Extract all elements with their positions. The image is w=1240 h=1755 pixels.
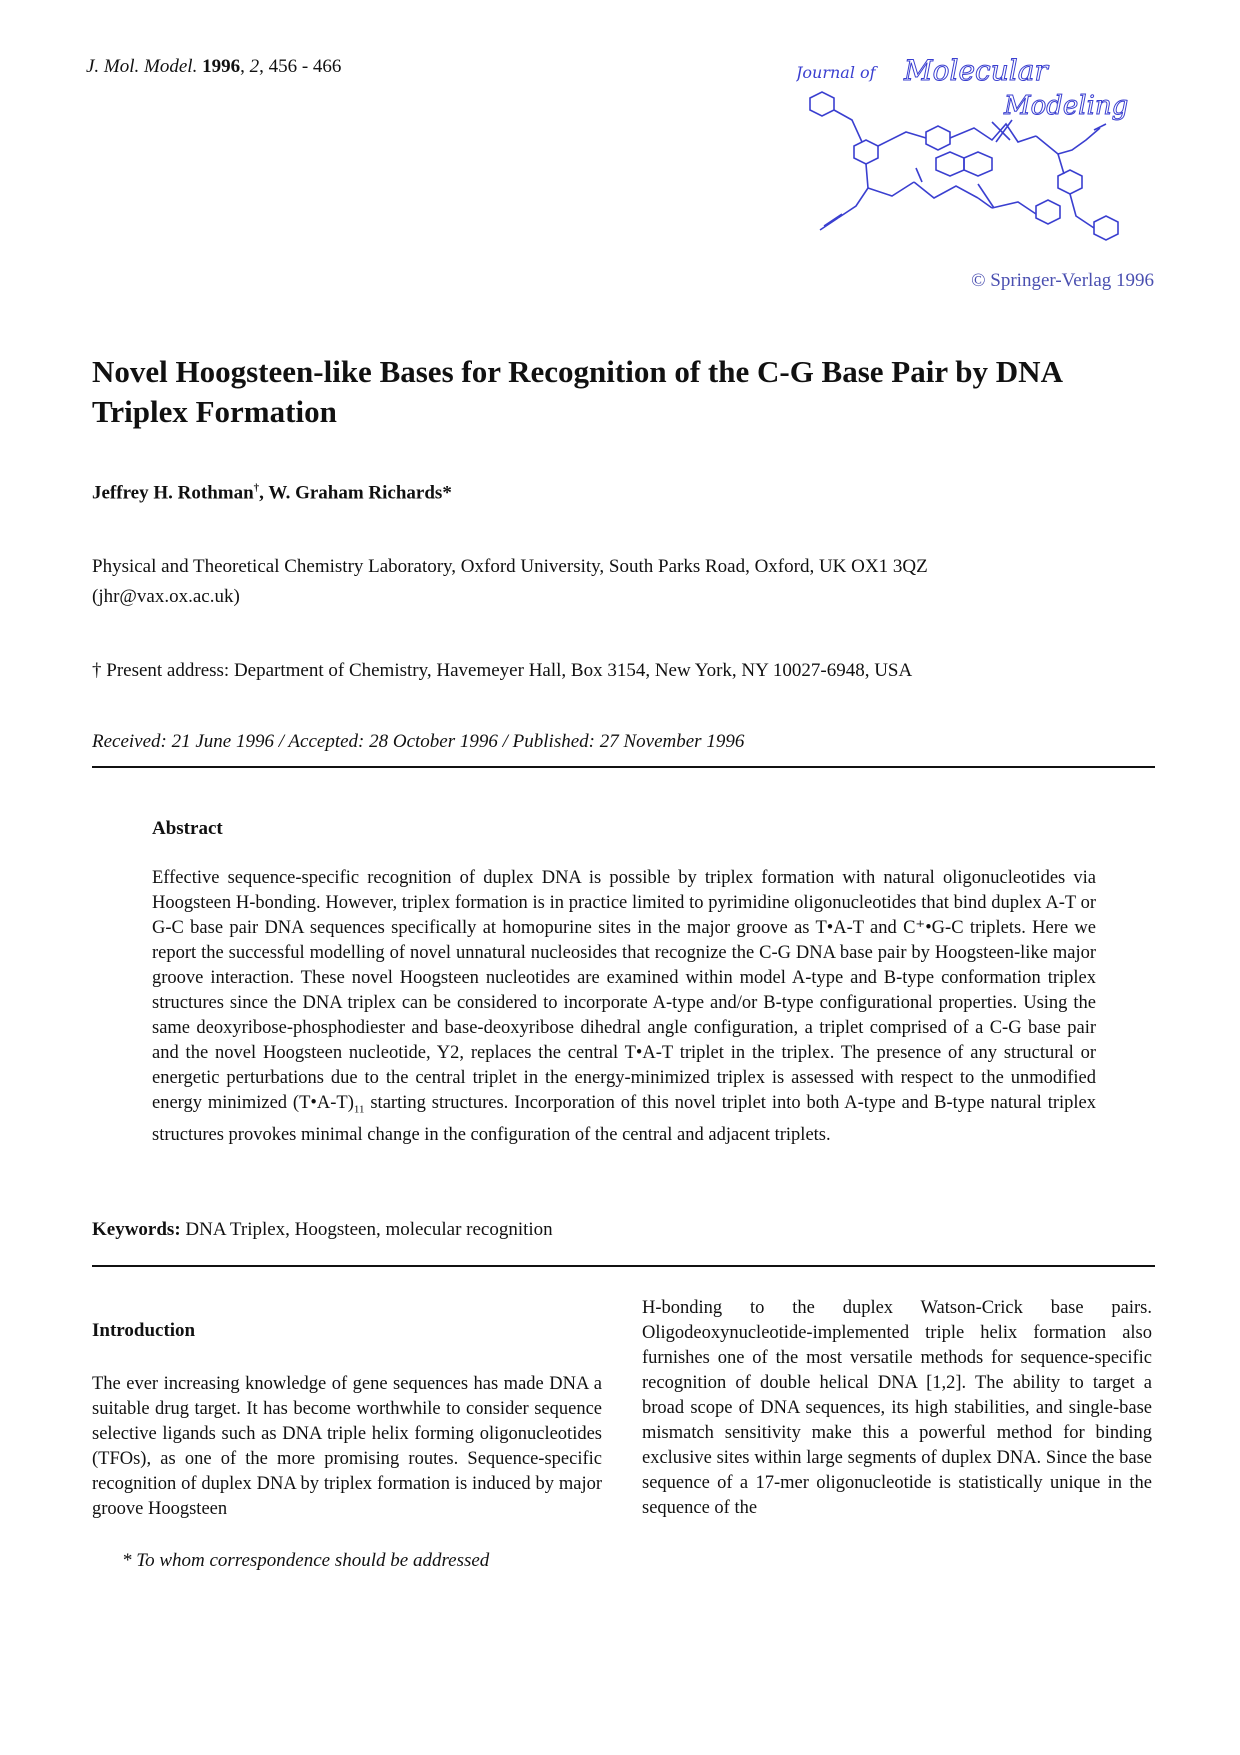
journal-year: 1996 <box>202 56 241 77</box>
abstract-heading: Abstract <box>152 818 223 839</box>
authors <box>92 482 452 504</box>
keywords-label: Keywords: <box>92 1219 181 1240</box>
affiliation-email: (jhr@vax.ox.ac.uk) <box>92 586 240 607</box>
copyright: © Springer-Verlag 1996 <box>971 270 1154 291</box>
introduction-left-column: The ever increasing knowledge of gene sequences has made DNA a suitable drug target. It has become worthwhile to consider sequence selective ligands such as DNA triple helix forming oligonucleotides (TFOs), as one of the more promising routes. Sequence-specific recognition of duplex DNA by triplex formation is induced by major groove Hoogsteen <box>92 1374 602 1519</box>
author-2: , W. Graham Richards* <box>259 482 452 504</box>
article-title: Novel Hoogsteen-like Bases for Recognition of the C-G Base Pair by DNA Triplex Formation <box>92 354 1062 429</box>
introduction-heading: Introduction <box>92 1320 196 1341</box>
abstract-subscript: 11 <box>353 1103 365 1116</box>
correspondence-footnote: * To whom correspondence should be addressed <box>122 1550 490 1571</box>
affiliation <box>92 552 1162 612</box>
ring-6 <box>1036 200 1060 224</box>
abstract-text-2: starting structures. Incorporation of this novel triplet into both A-type and B-type natural triplex structures provokes minimal change in the configuration of the central and adjacent triplets. <box>152 1093 1096 1145</box>
logo-line2: Molecular <box>904 58 1048 87</box>
journal-citation: J. Mol. Model. 1996, 2, 456 - 466 <box>86 56 342 77</box>
author-1: Jeffrey H. Rothman <box>92 482 254 504</box>
abstract-text-1: Effective sequence-specific recognition of duplex DNA is possible by triplex formation with natural oligonucleotides via Hoogsteen H-bonding. However, triplex formation is in practice limited to pyrimidine oligonucleotides that bind duplex A-T or G-C base pair DNA sequences specifically at homopurine sites in the major groove as T•A-T and C⁺•G-C triplets. Here we report the successful modelling of novel unnatural nucleosides that recognize the C-G DNA base pair by Hoogsteen-like major groove interaction. These novel Hoogsteen nucleotides are examined within model A-type and B-type conformation triplex structures since the DNA triplex can be considered to incorporate A-type and/or B-type configurational properties. Using the same deoxyribose-phosphodiester and base-deoxyribose dihedral angle configuration, a triplet comprised of a C-G base pair and the novel Hoogsteen nucleotide, Y2, replaces the central T•A-T triplet in the triplex. The presence of any structural or energetic perturbations due to the central triplet in the energy-minimized triplex is assessed with respect to the unmodified energy minimized (T•A-T) <box>152 868 1096 1113</box>
journal-logo <box>796 58 1166 258</box>
ring-3 <box>926 126 950 150</box>
author-1-mark: † <box>253 482 260 494</box>
ring-2 <box>854 140 878 164</box>
ring-8 <box>1094 216 1118 240</box>
ring-1 <box>810 92 834 116</box>
abstract-body <box>152 866 1096 1148</box>
logo-line1: Journal of <box>796 63 876 82</box>
present-address: † Present address: Department of Chemistry, Havemeyer Hall, Box 3154, New York, NY 10027-6948, USA <box>92 660 913 681</box>
divider-top <box>92 766 1155 768</box>
journal-volume: 2 <box>249 56 260 77</box>
keywords-text: DNA Triplex, Hoogsteen, molecular recognition <box>180 1219 553 1240</box>
journal-pages: 456 - 466 <box>268 56 342 77</box>
introduction-right-column: H-bonding to the duplex Watson-Crick base pairs. Oligodeoxynucleotide-implemented triple helix formation also furnishes one of the most versatile methods for sequence-specific recognition of double helical DNA [1,2]. The ability to target a broad scope of DNA sequences, its high stabilities, and single-base mismatch sensitivity make this a powerful method for binding exclusive sites within large segments of duplex DNA. Since the base sequence of a 17-mer oligonucleotide is statistically unique in the sequence of the <box>642 1298 1152 1518</box>
keywords <box>92 1219 553 1241</box>
publication-dates: Received: 21 June 1996 / Accepted: 28 October 1996 / Published: 27 November 1996 <box>92 731 745 752</box>
divider-bottom <box>92 1265 1155 1267</box>
affiliation-address: Physical and Theoretical Chemistry Laboratory, Oxford University, South Parks Road, Oxford, UK OX1 3QZ <box>92 556 928 577</box>
journal-abbrev: J. Mol. Model. <box>86 56 198 77</box>
ring-4 <box>936 152 964 176</box>
ring-5 <box>964 152 992 176</box>
ring-7 <box>1058 170 1082 194</box>
logo-line3: Modeling <box>1004 91 1129 121</box>
